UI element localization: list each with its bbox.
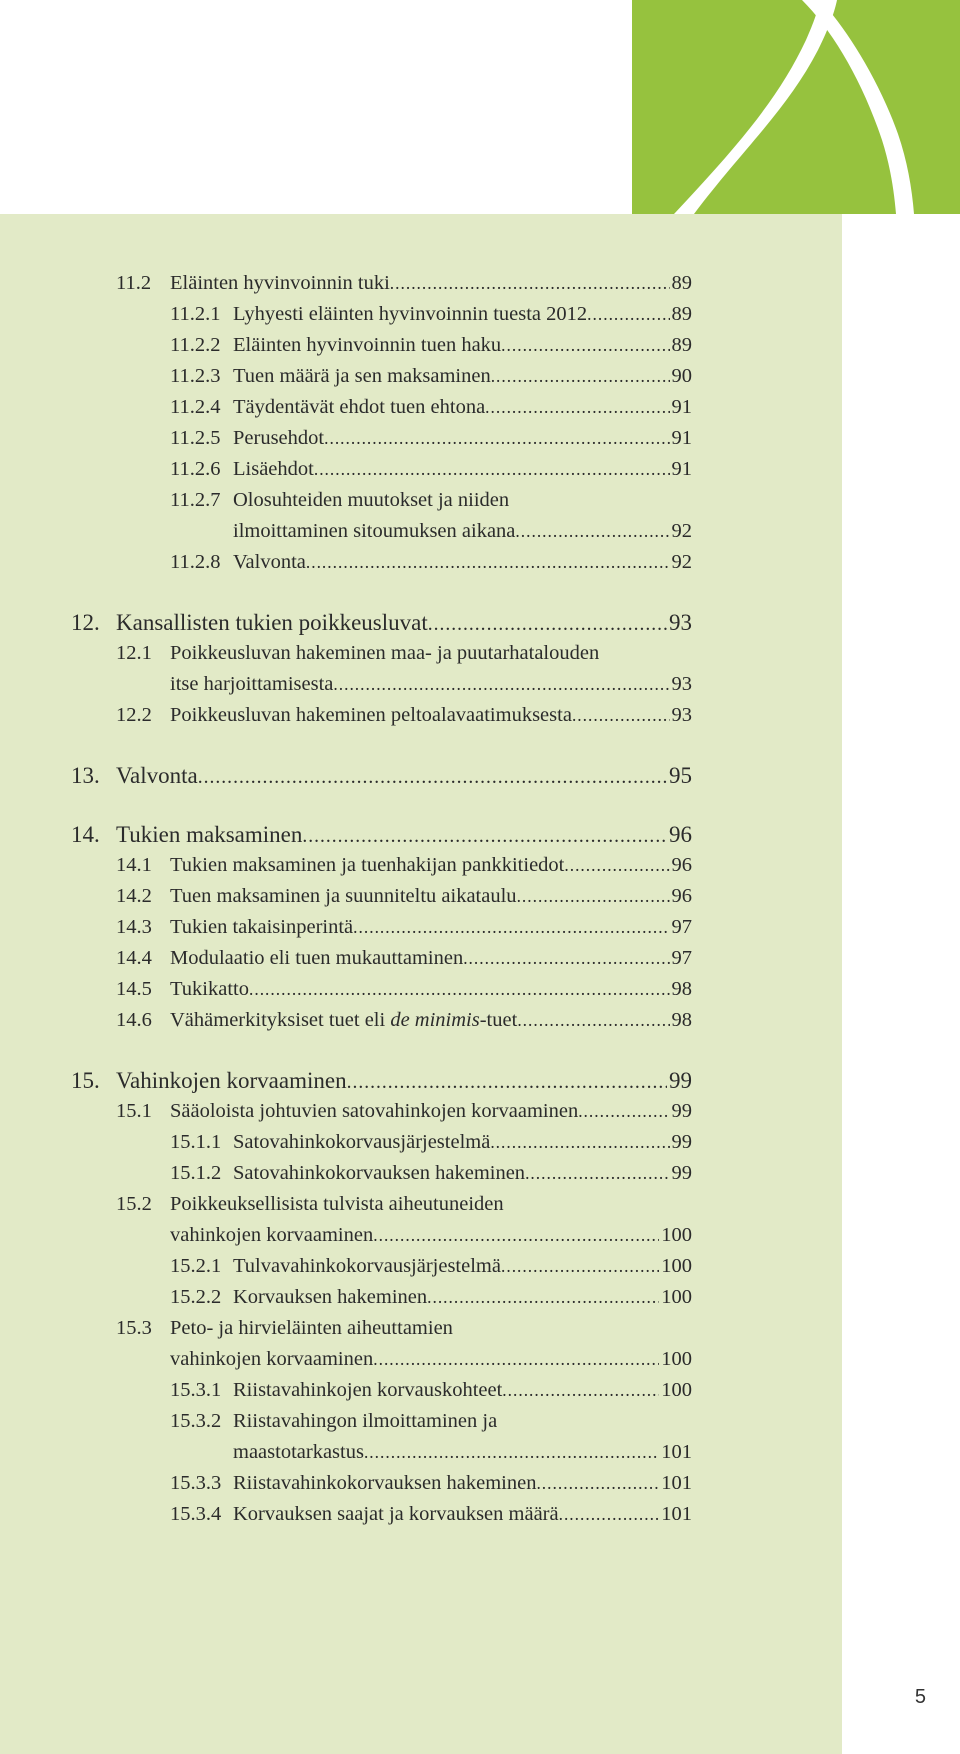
toc-entry-number: 14.1 (116, 854, 152, 876)
toc-entry[interactable] (0, 1313, 960, 1344)
toc-entry-page: 100 (661, 1286, 692, 1308)
toc-entry-page: 96 (671, 854, 692, 876)
toc-entry[interactable] (0, 485, 960, 516)
toc-entry-title: Tukien maksaminen ja tuenhakijan pankkitiedot (170, 854, 565, 876)
toc-entry-page: 100 (661, 1255, 692, 1277)
toc-entry-title-italic: de minimis (390, 1009, 480, 1031)
toc-entry-title: vahinkojen korvaaminen (170, 1348, 374, 1370)
toc-entry-page: 92 (671, 520, 692, 542)
toc-entry-title: vahinkojen korvaaminen (170, 1224, 374, 1246)
toc-entry-number: 15.3.3 (170, 1472, 222, 1494)
toc-entry-page: 96 (671, 885, 692, 907)
toc-entry[interactable] (0, 1282, 960, 1313)
toc-entry-title: Eläinten hyvinvoinnin tuen haku (233, 334, 502, 356)
toc-entry[interactable] (0, 1499, 960, 1530)
toc-entry-number: 11.2.5 (170, 427, 221, 449)
toc-entry[interactable] (0, 1375, 960, 1406)
toc-entry-page: 101 (661, 1441, 692, 1463)
toc-entry-number: 11.2.6 (170, 458, 221, 480)
toc-entry-number: 12. (71, 610, 100, 635)
toc-entry[interactable] (0, 299, 960, 330)
toc-entry-title: Valvonta (233, 551, 306, 573)
toc-entry-number: 15.1 (116, 1100, 152, 1122)
toc-entry-page: 99 (671, 1131, 692, 1153)
toc-entry-title: Kansallisten tukien poikkeusluvat (116, 610, 428, 635)
toc-entry-number: 15. (71, 1068, 100, 1093)
toc-entry-number: 15.1.1 (170, 1131, 222, 1153)
toc-entry[interactable] (0, 1344, 960, 1375)
toc-entry-title: itse harjoittamisesta (170, 673, 334, 695)
toc-dot-leader (502, 1375, 659, 1406)
toc-entry[interactable] (0, 1468, 960, 1499)
toc-entry-number: 14. (71, 822, 100, 847)
toc-entry[interactable] (0, 1220, 960, 1251)
toc-entry-page: 92 (671, 551, 692, 573)
toc-entry[interactable] (0, 943, 960, 974)
toc-entry-page: 95 (669, 763, 692, 788)
toc-dot-leader (373, 1220, 659, 1251)
toc-entry-number: 11.2.4 (170, 396, 221, 418)
toc-entry-number: 12.2 (116, 704, 152, 726)
toc-entry-title: Vähämerkityksiset tuet eli de minimis-tuet (170, 1009, 518, 1031)
toc-entry-number: 13. (71, 763, 100, 788)
toc-dot-leader (333, 669, 669, 700)
toc-dot-leader (578, 1096, 669, 1127)
toc-entry-number: 15.2.1 (170, 1255, 222, 1277)
toc-entry-title: Tuen maksaminen ja suunniteltu aikataulu (170, 885, 517, 907)
toc-entry-title: Tukikatto (170, 978, 249, 1000)
toc-dot-leader (463, 943, 669, 974)
toc-entry[interactable] (0, 1406, 960, 1437)
toc-entry-page: 89 (671, 334, 692, 356)
toc-entry-page: 99 (671, 1100, 692, 1122)
toc-entry-page: 93 (671, 704, 692, 726)
toc-dot-leader (564, 850, 669, 881)
toc-entry[interactable] (0, 850, 960, 881)
toc-entry[interactable] (0, 881, 960, 912)
toc-dot-leader (491, 361, 670, 392)
toc-dot-leader (525, 1158, 669, 1189)
toc-entry-title: Satovahinkokorvauksen hakeminen (233, 1162, 526, 1184)
toc-entry-title: Tuen määrä ja sen maksaminen (233, 365, 491, 387)
toc-entry[interactable] (0, 638, 960, 669)
toc-entry-page: 91 (671, 427, 692, 449)
toc-entry-page: 97 (671, 916, 692, 938)
toc-entry-number: 15.3.2 (170, 1410, 222, 1432)
toc-entry-title: maastotarkastus (233, 1441, 364, 1463)
toc-dot-leader (515, 516, 669, 547)
toc-dot-leader (324, 423, 669, 454)
toc-entry[interactable] (0, 1096, 960, 1127)
toc-entry-title: Lyhyesti eläinten hyvinvoinnin tuesta 2012 (233, 303, 588, 325)
toc-entry[interactable] (0, 974, 960, 1005)
toc-entry[interactable] (0, 700, 960, 731)
toc-entry-page: 101 (661, 1503, 692, 1525)
toc-dot-leader (517, 1005, 669, 1036)
toc-entry-number: 14.5 (116, 978, 152, 1000)
toc-entry[interactable] (0, 423, 960, 454)
toc-entry-title: Korvauksen hakeminen (233, 1286, 428, 1308)
toc-entry-title: Satovahinkokorvausjärjestelmä (233, 1131, 491, 1153)
toc-entry-title: Lisäehdot (233, 458, 314, 480)
toc-entry-page: 99 (671, 1162, 692, 1184)
toc-entry-title: Perusehdot (233, 427, 325, 449)
toc-entry[interactable] (0, 912, 960, 943)
toc-entry-page: 89 (671, 272, 692, 294)
toc-dot-leader (517, 881, 670, 912)
toc-entry-page: 89 (671, 303, 692, 325)
toc-entry[interactable] (0, 330, 960, 361)
toc-entry[interactable] (0, 392, 960, 423)
toc-entry[interactable] (0, 669, 960, 700)
toc-entry[interactable] (0, 607, 960, 638)
toc-entry[interactable] (0, 268, 960, 299)
toc-dot-leader (572, 700, 670, 731)
toc-entry-title: Riistavahinkokorvauksen hakeminen (233, 1472, 537, 1494)
toc-entry-title: Tukien maksaminen (116, 822, 303, 847)
toc-entry[interactable] (0, 1005, 960, 1036)
toc-entry-title: Valvonta (116, 763, 198, 788)
toc-dot-leader (249, 974, 670, 1005)
toc-entry[interactable] (0, 1065, 960, 1096)
toc-entry-page: 99 (669, 1068, 692, 1093)
toc-entry-title: Peto- ja hirvieläinten aiheuttamien (170, 1317, 453, 1339)
leaf-corner-graphic (632, 0, 960, 214)
toc-entry-page: 91 (671, 458, 692, 480)
toc-entry-number: 15.3.1 (170, 1379, 222, 1401)
toc-entry-title: Korvauksen saajat ja korvauksen määrä (233, 1503, 559, 1525)
toc-entry[interactable] (0, 1437, 960, 1468)
toc-entry-number: 11.2.8 (170, 551, 221, 573)
toc-entry-number: 15.3 (116, 1317, 152, 1339)
toc-entry-page: 91 (671, 396, 692, 418)
toc-entry-number: 11.2.3 (170, 365, 221, 387)
toc-entry-page: 101 (661, 1472, 692, 1494)
toc-entry[interactable] (0, 516, 960, 547)
toc-entry[interactable] (0, 454, 960, 485)
toc-entry-page: 98 (671, 978, 692, 1000)
toc-dot-leader (353, 912, 669, 943)
toc-dot-leader (198, 762, 667, 793)
toc-entry[interactable] (0, 547, 960, 578)
toc-dot-leader (428, 609, 667, 640)
toc-entry-number: 11.2.2 (170, 334, 221, 356)
toc-entry-number: 14.6 (116, 1009, 152, 1031)
toc-dot-leader (302, 821, 667, 852)
toc-entry-title: ilmoittaminen sitoumuksen aikana (233, 520, 516, 542)
toc-entry-number: 15.1.2 (170, 1162, 222, 1184)
toc-entry-title: Modulaatio eli tuen mukauttaminen (170, 947, 464, 969)
toc-entry-title: Riistavahinkojen korvauskohteet (233, 1379, 503, 1401)
toc-dot-leader (427, 1282, 659, 1313)
toc-entry-number: 15.3.4 (170, 1503, 222, 1525)
toc-entry-page: 90 (671, 365, 692, 387)
toc-entry[interactable] (0, 1251, 960, 1282)
toc-entry-title: Olosuhteiden muutokset ja niiden (233, 489, 510, 511)
toc-dot-leader (373, 1344, 659, 1375)
toc-entry-title: Tulvavahinkokorvausjärjestelmä (233, 1255, 501, 1277)
toc-dot-leader (390, 268, 670, 299)
toc-entry-title: Eläinten hyvinvoinnin tuki (170, 272, 390, 294)
toc-entry-number: 14.2 (116, 885, 152, 907)
toc-dot-leader (490, 1127, 669, 1158)
toc-dot-leader (314, 454, 670, 485)
toc-entry-page: 93 (671, 673, 692, 695)
toc-entry[interactable] (0, 1189, 960, 1220)
toc-dot-leader (501, 1251, 659, 1282)
toc-dot-leader (587, 299, 669, 330)
toc-entry-number: 11.2.7 (170, 489, 221, 511)
toc-entry[interactable] (0, 760, 960, 791)
toc-dot-leader (501, 330, 669, 361)
toc-dot-leader (306, 547, 670, 578)
toc-entry-number: 14.3 (116, 916, 152, 938)
toc-dot-leader (364, 1437, 659, 1468)
toc-entry-page: 97 (671, 947, 692, 969)
toc-entry-page: 96 (669, 822, 692, 847)
toc-entry-number: 11.2.1 (170, 303, 221, 325)
toc-entry-number: 14.4 (116, 947, 152, 969)
toc-entry-title: Täydentävät ehdot tuen ehtona (233, 396, 486, 418)
toc-entry-title: Vahinkojen korvaaminen (116, 1068, 347, 1093)
toc-entry-page: 98 (671, 1009, 692, 1031)
toc-entry-title: Poikkeuksellisista tulvista aiheutuneiden (170, 1193, 504, 1215)
toc-entry-title: Sääoloista johtuvien satovahinkojen korvaaminen (170, 1100, 579, 1122)
toc-entry[interactable] (0, 819, 960, 850)
toc-entry-number: 12.1 (116, 642, 152, 664)
toc-dot-leader (559, 1499, 660, 1530)
toc-dot-leader (536, 1468, 659, 1499)
toc-entry-title: Poikkeusluvan hakeminen maa- ja puutarhatalouden (170, 642, 600, 664)
toc-dot-leader (347, 1067, 667, 1098)
toc-entry-page: 100 (661, 1348, 692, 1370)
toc-entry-title: Riistavahingon ilmoittaminen ja (233, 1410, 498, 1432)
toc-entry-number: 15.2 (116, 1193, 152, 1215)
toc-entry-title: Poikkeusluvan hakeminen peltoalavaatimuksesta (170, 704, 572, 726)
toc-entry-title: Tukien takaisinperintä (170, 916, 354, 938)
toc-entry[interactable] (0, 1158, 960, 1189)
toc-entry[interactable] (0, 361, 960, 392)
toc-entry-page: 100 (661, 1379, 692, 1401)
toc-entry[interactable] (0, 1127, 960, 1158)
page-number: 5 (914, 1686, 926, 1708)
toc-entry-page: 100 (661, 1224, 692, 1246)
toc-dot-leader (485, 392, 669, 423)
toc-entry-page: 93 (669, 610, 692, 635)
toc-entry-number: 15.2.2 (170, 1286, 222, 1308)
toc-entry-title-suffix: -tuet (479, 1009, 518, 1031)
toc-entry-number: 11.2 (116, 272, 152, 294)
